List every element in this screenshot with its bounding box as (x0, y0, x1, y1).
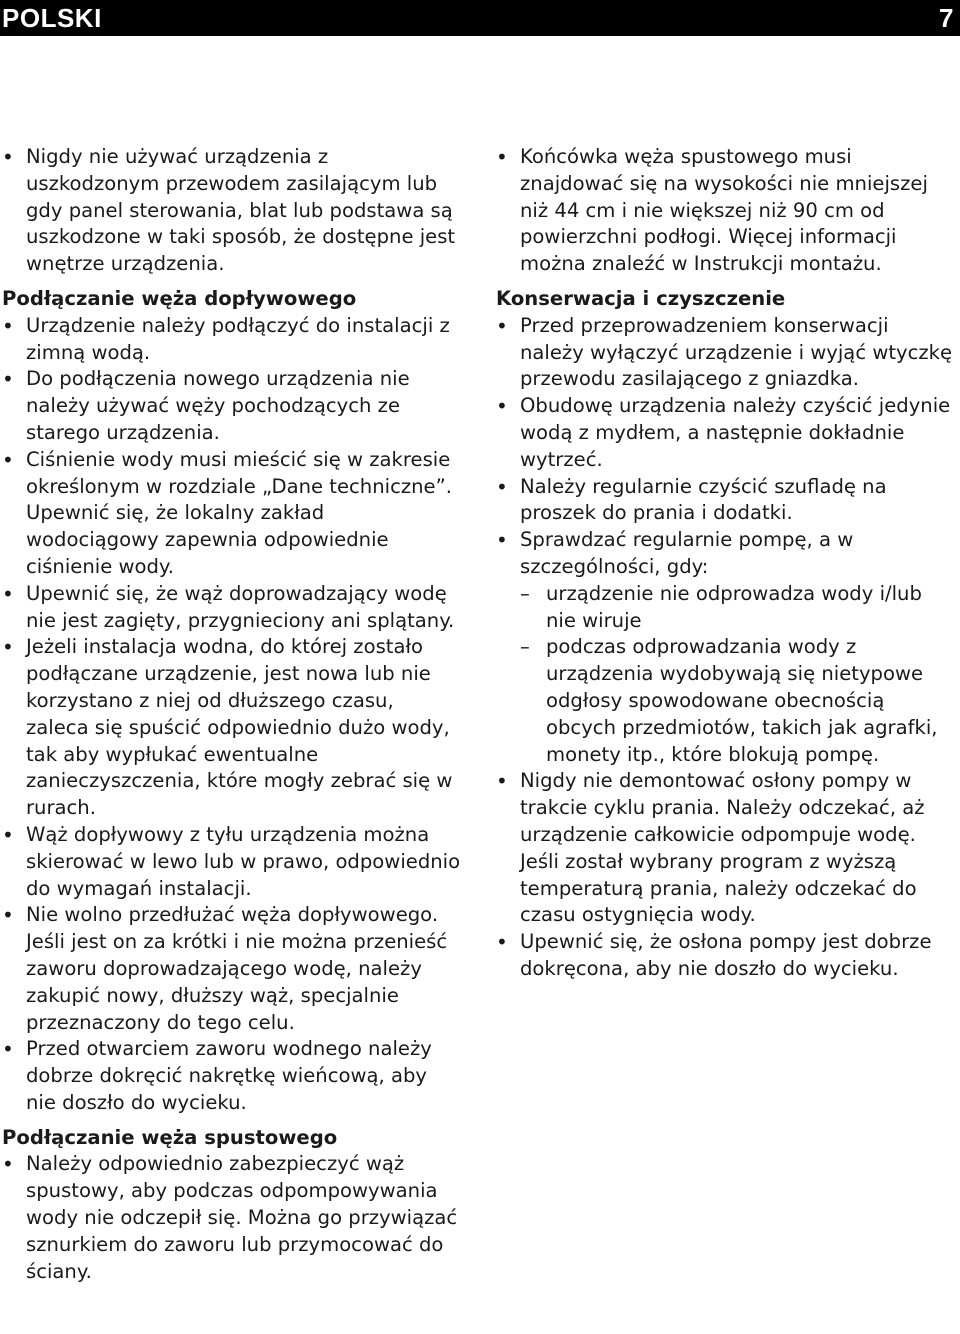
care-cleaning-list (496, 313, 958, 983)
drain-height-list (496, 144, 958, 278)
list-item: • Przed przeprowadzeniem konserwacji należy wyłączyć urządzenie i wyjąć wtyczkę przewodu zasilającego z gniazdka. (496, 313, 958, 393)
section-title-drain-hose: Podłączanie węża spustowego (2, 1125, 338, 1149)
list-item: • Wąż dopływowy z tyłu urządzenia można skierować w lewo lub w prawo, odpowiednio do wymagań instalacji. (2, 822, 462, 902)
page-header (0, 0, 960, 36)
list-item: • Należy odpowiednio zabezpieczyć wąż spustowy, aby podczas odpompowywania wody nie odczepił się. Można go przywiązać sznurkiem do zaworu lub przymocować do ściany. (2, 1151, 462, 1285)
sublist-item: – urządzenie nie odprowadza wody i/lub nie wiruje (520, 581, 958, 635)
list-item: • Urządzenie należy podłączyć do instalacji z zimną wodą. (2, 313, 462, 367)
section-title-inlet-hose: Podłączanie węża dopływowego (2, 286, 357, 310)
pump-check-text: Sprawdzać regularnie pompę, a w szczególności, gdy: (520, 528, 854, 578)
section-title-care-cleaning: Konserwacja i czyszczenie (496, 286, 786, 310)
list-item: • Przed otwarciem zaworu wodnego należy dobrze dokręcić nakrętkę wieńcową, aby nie doszło do wycieku. (2, 1036, 462, 1116)
list-item: • Końcówka węża spustowego musi znajdować się na wysokości nie mniejszej niż 44 cm i nie większej niż 90 cm od powierzchni podłogi. Więcej informacji można znaleźć w Instrukcji montażu. (496, 144, 958, 278)
list-item: • Jeżeli instalacja wodna, do której zostało podłączane urządzenie, jest nowa lub nie korzystano z niej od dłuższego czasu, zaleca się spuścić odpowiednio dużo wody, tak aby wypłukać ewentualne zanieczyszczenia, które mogły zebrać się w rurach. (2, 634, 462, 822)
intro-list (2, 144, 462, 278)
list-item: • Upewnić się, że wąż doprowadzający wodę nie jest zagięty, przygnieciony ani splątany. (2, 581, 462, 635)
sublist-item: – podczas odprowadzania wody z urządzenia wydobywają się nietypowe odgłosy spowodowane obecnością obcych przedmiotów, takich jak agrafki, monety itp., które blokują pompę. (520, 634, 958, 768)
list-item: • Obudowę urządzenia należy czyścić jedynie wodą z mydłem, a następnie dokładnie wytrzeć. (496, 393, 958, 473)
language-label: POLSKI (2, 2, 102, 33)
list-item: • Nigdy nie demontować osłony pompy w trakcie cyklu prania. Należy odczekać, aż urządzenie całkowicie odpompuje wodę. Jeśli został wybrany program z wyższą temperaturą prania, należy odczekać do czasu ostygnięcia wody. (496, 768, 958, 929)
list-item: • Nie wolno przedłużać węża dopływowego. Jeśli jest on za krótki i nie można przenieść zaworu doprowadzającego wodę, należy zakupić nowy, dłuższy wąż, specjalnie przeznaczony do tego celu. (2, 902, 462, 1036)
list-item: • Upewnić się, że osłona pompy jest dobrze dokręcona, aby nie doszło do wycieku. (496, 929, 958, 983)
list-item-pump-check (496, 527, 958, 768)
right-column (496, 144, 958, 983)
inlet-hose-list (2, 313, 462, 1117)
list-item: • Należy regularnie czyścić szufladę na proszek do prania i dodatki. (496, 474, 958, 528)
page-number: 7 (939, 2, 954, 33)
list-item: • Ciśnienie wody musi mieścić się w zakresie określonym w rozdziale „Dane techniczne”. Upewnić się, że lokalny zakład wodociągowy zapewnia odpowiednie ciśnienie wody. (2, 447, 462, 581)
list-item: • Do podłączenia nowego urządzenia nie należy używać węży pochodzących ze starego urządzenia. (2, 366, 462, 446)
drain-hose-list (2, 1151, 462, 1285)
left-column (2, 144, 462, 1285)
list-item: • Nigdy nie używać urządzenia z uszkodzonym przewodem zasilającym lub gdy panel sterowania, blat lub podstawa są uszkodzone w taki sposób, że dostępne jest wnętrze urządzenia. (2, 144, 462, 278)
pump-sublist (520, 581, 958, 769)
